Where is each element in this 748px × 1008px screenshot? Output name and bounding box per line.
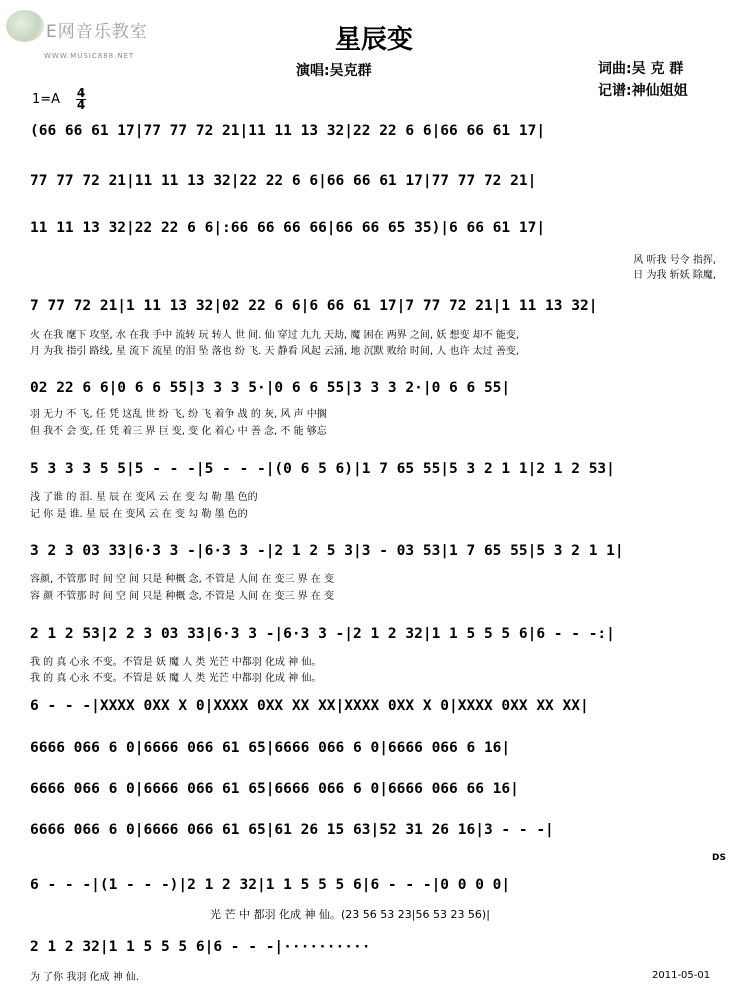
watermark-url: WWW.MUSIC888.NET (44, 52, 135, 60)
notation-line-12: 6666 066 6 0|6666 066 61 65|61 26 15 63|52 31 26 16|3 - - -| (30, 822, 554, 838)
lyricist: 词曲:吴 克 群 (598, 61, 684, 77)
notation-line-4: 7 77 72 21|1 11 13 32|02 22 6 6|6 66 61 17|7 77 72 21|1 11 13 32| (30, 298, 598, 314)
lyrics-line-4-verse-1: 火 在我 麾下 攻坚, 水 在我 手中 流转 玩 转人 世 间. 仙 穿过 九九 天劫, 魔 困在 两界 之间, 妖 想变 却不 能变, (30, 330, 520, 341)
notation-line-10: 6666 066 6 0|6666 066 61 65|6666 066 6 0|6666 066 6 16| (30, 740, 511, 756)
time-signature-numerator: 4 (76, 86, 86, 100)
key-signature: 1=A (32, 92, 61, 107)
notation-line-13: 6 - - -|(1 - - -)|2 1 2 32|1 1 5 5 5 6|6 - - -|0 0 0 0| (30, 877, 511, 893)
notation-line-7: 3 2 3 03 33|6·3 3 -|6·3 3 -|2 1 2 5 3|3 - 03 53|1 7 65 55|5 3 2 1 1| (30, 543, 624, 559)
lyrics-line-5-verse-1: 羽 无力 不 飞, 任 凭 这乱 世 纷 飞, 纷 飞 着争 战 的 灰, 风 声 中搁 (30, 409, 327, 420)
lyrics-line-14: 为 了你 我羽 化成 神 仙. (30, 972, 140, 983)
lyrics-line-6-verse-2: 记 你 是 谁. 星 辰 在 变风 云 在 变 勾 勒 墨 色的 (30, 509, 248, 520)
lyrics-line-4-verse-2: 月 为我 指引 路线, 星 流下 流星 的泪 坠 落也 纷 飞. 天 静看 风起 云涌, 地 沉默 败给 时间, 人 也许 太过 善变, (30, 346, 520, 357)
notation-line-11: 6666 066 6 0|6666 066 61 65|6666 066 6 0|6666 066 66 16| (30, 781, 519, 797)
watermark-site-name: E网音乐教室 (46, 22, 148, 42)
notation-line-2: 77 77 72 21|11 11 13 32|22 22 6 6|66 66 61 17|77 77 72 21| (30, 173, 537, 189)
time-signature (76, 88, 86, 111)
transcriber: 记谱:神仙姐姐 (598, 83, 688, 99)
lyrics-line-5-verse-2: 但 我不 会 变, 任 凭 着三 界 巨 变, 变 化 着心 中 善 念, 不 能 够忘 (30, 426, 327, 437)
notation-line-6: 5 3 3 3 5 5|5 - - -|5 - - -|(0 6 5 6)|1 7 65 55|5 3 2 1 1|2 1 2 53| (30, 461, 615, 477)
notation-line-5: 02 22 6 6|0 6 6 55|3 3 3 5·|0 6 6 55|3 3 3 2·|0 6 6 55| (30, 380, 511, 396)
lyrics-line-8-verse-2: 我 的 真 心永 不变。不管是 妖 魔 人 类 光芒 中都羽 化成 神 仙。 (30, 673, 322, 684)
notation-line-1: (66 66 61 17|77 77 72 21|11 11 13 32|22 22 6 6|66 66 61 17| (30, 123, 546, 139)
notation-line-3: 11 11 13 32|22 22 6 6|:66 66 66 66|66 66 65 35)|6 66 61 17| (30, 220, 546, 236)
lyrics-line-7-verse-1: 容颜, 不管那 时 间 空 间 只是 种概 念, 不管是 人间 在 变三 界 在 变 (30, 574, 335, 585)
singer: 演唱:吴克群 (296, 63, 372, 79)
notation-line-9: 6 - - -|XXXX 0XX X 0|XXXX 0XX XX XX|XXXX 0XX X 0|XXXX 0XX XX XX| (30, 698, 589, 714)
lyrics-line-3-verse-2: 日 为我 斩妖 除魔, (633, 270, 716, 281)
lyrics-line-3-verse-1: 风 听我 号令 指挥, (633, 255, 716, 266)
lyrics-line-13: 光 芒 中 都羽 化成 神 仙。(23 56 53 23|56 53 23 56)| (210, 908, 490, 921)
ds-mark: DS (712, 853, 726, 863)
lyrics-line-7-verse-2: 容 颜 不管那 时 间 空 间 只是 种概 念, 不管是 人间 在 变三 界 在 变 (30, 591, 335, 602)
notation-line-14: 2 1 2 32|1 1 5 5 5 6|6 - - -|·········· (30, 939, 371, 955)
song-title: 星辰变 (334, 25, 413, 55)
notation-line-8: 2 1 2 53|2 2 3 03 33|6·3 3 -|6·3 3 -|2 1 2 32|1 1 5 5 5 6|6 - - -:| (30, 626, 615, 642)
time-signature-denominator: 4 (76, 98, 86, 112)
lyrics-line-8-verse-1: 我 的 真 心永 不变。不管是 妖 魔 人 类 光芒 中都羽 化成 神 仙。 (30, 657, 322, 668)
date: 2011-05-01 (652, 970, 711, 981)
lyrics-line-6-verse-1: 浅 了谁 的 泪. 星 辰 在 变风 云 在 变 勾 勒 墨 色的 (30, 492, 258, 503)
